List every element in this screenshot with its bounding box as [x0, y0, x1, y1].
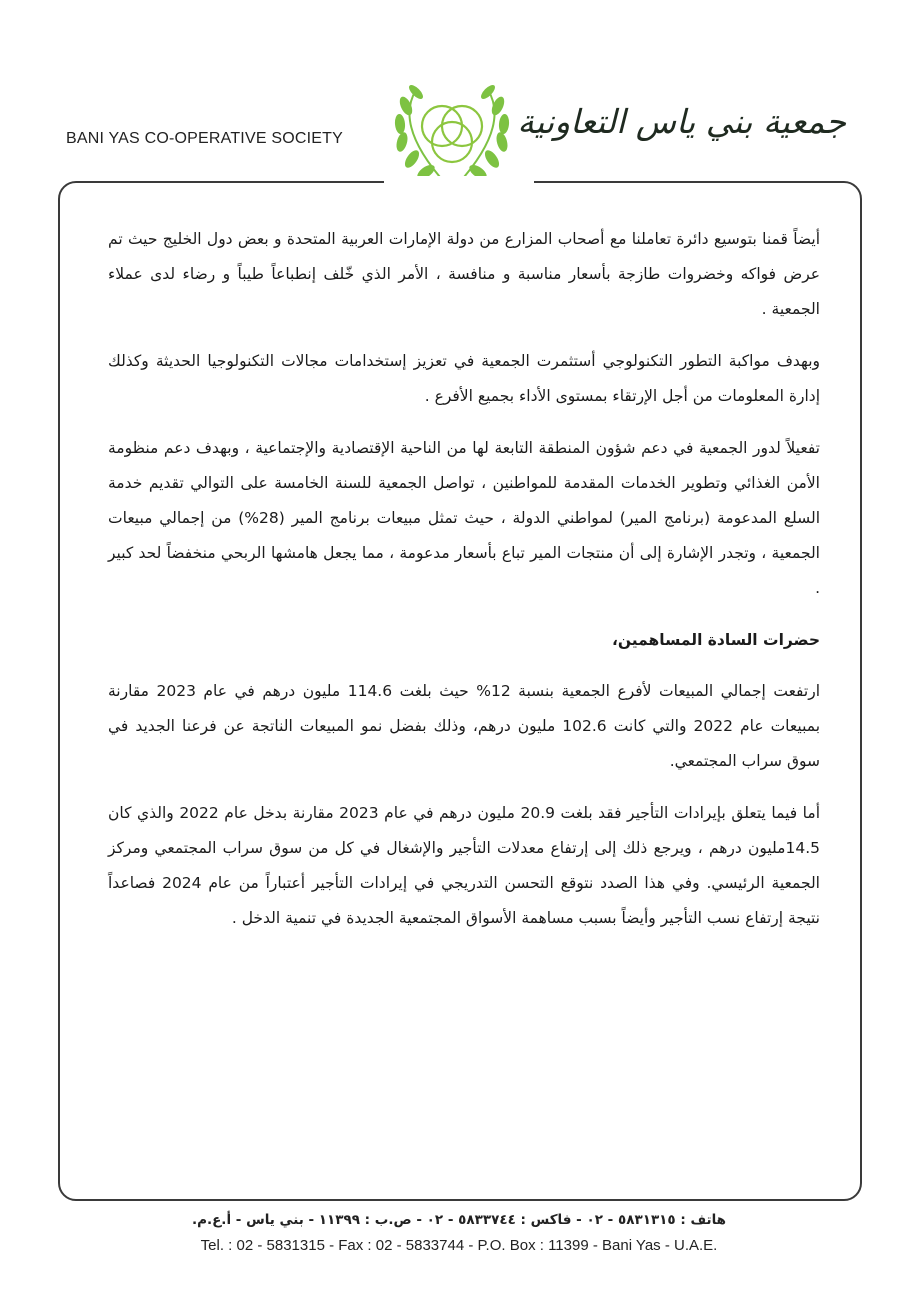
letterhead: [0, 0, 918, 200]
society-name-arabic: جمعية بني ياس التعاونية: [517, 102, 846, 141]
paragraph-technology: وبهدف مواكبة التطور التكنولوجي أستثمرت الجمعية في تعزيز إستخدامات مجالات التكنولوجيا الحديثة وكذلك إدارة المعلومات من أجل الإرتقاء بمستوى الأداء بجميع الأفرع .: [108, 352, 820, 405]
paragraph-rental-income: أما فيما يتعلق بإيرادات التأجير فقد بلغت 20.9 مليون درهم في عام 2023 مقارنة بدخل عام 2022 والذي كان 14.5مليون درهم ، ويرجع ذلك إلى إرتفاع معدلات التأجير والإشغال في كل من سوق سراب المجتمعي ومركز الجمعية الرئيسي. وفي هذا الصدد نتوقع التحسن التدريجي في إيرادات التأجير أعتباراً من عام 2024 فصاعداً نتيجة إرتفاع نسب التأجير وأيضاً بسبب مساهمة الأسواق المجتمعية الجديدة في تنمية الدخل .: [108, 804, 821, 927]
footer-contact-english: Tel. : 02 - 5831315 - Fax : 02 - 5833744 - P.O. Box : 11399 - Bani Yas - U.A.E.: [200, 1237, 718, 1254]
footer-contact-arabic: هاتف : ٥٨٣١٣١٥ - ٠٢ - فاكس : ٥٨٣٣٧٤٤ - ٠٢ - ص.ب : ١١٣٩٩ - بني ياس - أ.ع.م.: [191, 1212, 727, 1228]
paragraph-farms: أيضاً قمنا بتوسيع دائرة تعاملنا مع أصحاب المزارع من دولة الإمارات العربية المتحدة و بعض دول الخليج حيث تم عرض فواكه وخضروات طازجة بأسعار مناسبة و منافسة ، الأمر الذي خّلف إنطباعاً طيباً و رضاء لدى عملاء الجمعية .: [108, 230, 820, 318]
society-name-english: BANI YAS CO-OPERATIVE SOCIETY: [66, 130, 343, 147]
shareholders-heading: حضرات السادة المساهمين،: [611, 631, 820, 649]
paragraph-subsidized-goods: تفعيلاً لدور الجمعية في دعم شؤون المنطقة التابعة لها من الناحية الإقتصادية والإجتماعية ، وبهدف دعم منظومة الأمن الغذائي وتطوير الخدمات المقدمة للمواطنين ، تواصل الجمعية للسنة الخامسة على التوالي تقديم خدمة السلع المدعومة (برنامج المير) لمواطني الدولة ، حيث تمثل مبيعات برنامج المير (28%) من إجمالي مبيعات الجمعية ، وتجدر الإشارة إلى أن منتجات المير تباع بأسعار مدعومة ، مما يجعل هامشها الربحي منخفضاً لحد كبير .: [108, 439, 821, 597]
letter-body: [108, 222, 820, 953]
frame-gap: [384, 176, 534, 188]
paragraph-sales: ارتفعت إجمالي المبيعات لأفرع الجمعية بنسبة 12% حيث بلغت 114.6 مليون درهم في عام 2023 مقارنة بمبيعات عام 2022 والتي كانت 102.6 مليون درهم، وذلك بفضل نمو المبيعات الناتجة عن فرعنا الجديد في سوق سراب المجتمعي.: [108, 682, 821, 770]
